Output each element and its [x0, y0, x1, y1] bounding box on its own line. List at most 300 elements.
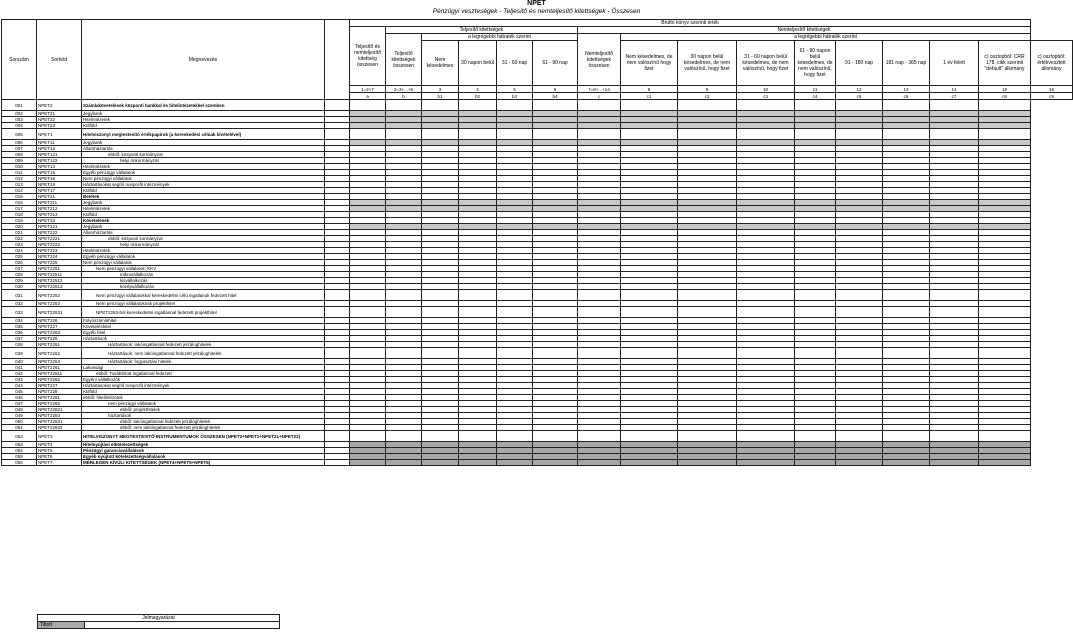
row-serial: 033: [2, 307, 37, 318]
header-sum: 10: [737, 86, 795, 93]
value-cell: [533, 431, 578, 442]
value-cell: [621, 129, 678, 140]
table-row: [2, 348, 1073, 359]
header-row: [2, 20, 1073, 27]
header-col-c9: c) oszlopból: értékvesztett állomány: [1031, 41, 1073, 86]
row-code: NPET4: [37, 442, 82, 448]
row-code: NPET2222: [37, 242, 82, 248]
value-cell: [883, 129, 930, 140]
value-cell: [883, 100, 930, 111]
row-serial: 035: [2, 324, 37, 330]
value-cell: [979, 129, 1031, 140]
row-code: NPET2252: [37, 290, 82, 301]
row-serial: 009: [2, 158, 37, 164]
row-serial: 008: [2, 152, 37, 158]
row-serial: 014: [2, 188, 37, 194]
header-sum: 15: [979, 86, 1031, 93]
row-serial: 010: [2, 164, 37, 170]
row-serial: 015: [2, 194, 37, 200]
row-code: NPET16: [37, 176, 82, 182]
value-cell: [533, 290, 578, 301]
value-cell: [737, 129, 795, 140]
row-serial: 032: [2, 301, 37, 307]
header-sum: 16: [1031, 86, 1073, 93]
row-name: háztartások: [82, 413, 325, 419]
row-serial: 034: [2, 318, 37, 324]
value-cell: [836, 307, 883, 318]
header-performing-late: a legrégebbi hátralék szerint: [422, 34, 578, 41]
row-code: NPET17: [37, 188, 82, 194]
header-sum: 3: [422, 86, 459, 93]
row-serial: 027: [2, 266, 37, 272]
header-gross-value: Bruttó könyv szerinti érték: [350, 20, 1031, 27]
value-cell: [497, 348, 533, 359]
table-row: [2, 100, 1073, 111]
header-col-c: Nemteljesítő kitettségek összesen: [578, 34, 621, 86]
header-letter: b2: [459, 93, 497, 100]
row-name: kisvállalkozás: [82, 278, 325, 284]
row-name: Betétek: [82, 194, 325, 200]
row-spacer: [325, 129, 350, 140]
legend-empty: [85, 622, 280, 629]
row-serial: 005: [2, 129, 37, 140]
row-code: NPET227: [37, 383, 82, 389]
header-letter: a: [350, 93, 386, 100]
value-cell: [578, 348, 621, 359]
value-cell: [930, 129, 979, 140]
value-cell: [621, 460, 678, 466]
row-serial: 043: [2, 377, 37, 383]
row-serial: 016: [2, 200, 37, 206]
row-code: NPET2281: [37, 395, 82, 401]
value-cell: [533, 100, 578, 111]
value-cell: [459, 307, 497, 318]
value-cell: [350, 307, 386, 318]
row-serial: 024: [2, 248, 37, 254]
row-serial: 044: [2, 383, 37, 389]
header-letter: b1: [422, 93, 459, 100]
row-name: ebből: nem lakóingatlannal fedezett jelzáloghitelek: [82, 425, 325, 431]
row-serial: 040: [2, 359, 37, 365]
row-serial: 018: [2, 212, 37, 218]
value-cell: [386, 290, 422, 301]
row-spacer: [325, 290, 350, 301]
value-cell: [737, 290, 795, 301]
header-col-b4: 61 - 90 nap: [533, 41, 578, 86]
row-serial: 006: [2, 140, 37, 146]
row-name: Hitelintézetek: [82, 117, 325, 123]
header-sum: 9: [678, 86, 737, 93]
value-cell: [459, 460, 497, 466]
row-serial: 055: [2, 454, 37, 460]
row-name: Nem pénzügyi vállalatok: KKV: [82, 266, 325, 272]
row-serial: 004: [2, 123, 37, 129]
row-code: NPET213: [37, 212, 82, 218]
value-cell: [737, 100, 795, 111]
value-cell: [883, 290, 930, 301]
table-row: [2, 460, 1073, 466]
row-serial: 003: [2, 117, 37, 123]
row-serial: 052: [2, 431, 37, 442]
header-performing: Teljesítő kitettségek: [386, 27, 578, 34]
row-serial: 017: [2, 206, 37, 212]
row-code: NPET6: [37, 454, 82, 460]
row-spacer: [325, 307, 350, 318]
row-code: NPET2: [37, 100, 82, 111]
header-col-c1: Nem késedelmes, de nem valószínű hogy fizet: [621, 41, 678, 86]
row-code: NPET2251: [37, 266, 82, 272]
header-letter: c6: [883, 93, 930, 100]
value-cell: [930, 290, 979, 301]
value-cell: [497, 129, 533, 140]
row-code: NPET23: [37, 123, 82, 129]
row-name: Külföld: [82, 212, 325, 218]
header-col-c7: 1 év felett: [930, 41, 979, 86]
value-cell: [533, 460, 578, 466]
row-serial: 011: [2, 170, 37, 176]
legend-title: Jelmagyarázat: [38, 615, 280, 622]
row-serial: 026: [2, 260, 37, 266]
row-serial: 047: [2, 401, 37, 407]
value-cell: [795, 100, 836, 111]
row-serial: 020: [2, 224, 37, 230]
header-spacer: [325, 20, 350, 100]
value-cell: [836, 100, 883, 111]
row-code: NPET2282: [37, 401, 82, 407]
row-code: NPET11: [37, 140, 82, 146]
header-col-b: Teljesítő kitettségek összesen: [386, 34, 422, 86]
header-col-c2: 30 napon belül késedelmes, de nem valószínű, hogy fizet: [678, 41, 737, 86]
row-serial: 048: [2, 407, 37, 413]
row-code: NPET2283: [37, 413, 82, 419]
row-code: NPET21: [37, 194, 82, 200]
value-cell: [422, 290, 459, 301]
header-sum: 5: [497, 86, 533, 93]
row-name: Külföld: [82, 123, 325, 129]
row-name: Nem pénzügyi vállalatok: [82, 260, 325, 266]
header-letter: c: [578, 93, 621, 100]
value-cell: [350, 100, 386, 111]
row-code: NPET2262: [37, 377, 82, 383]
row-spacer: [325, 460, 350, 466]
value-cell: [578, 129, 621, 140]
row-code: NPET22611: [37, 371, 82, 377]
value-cell: [979, 348, 1031, 359]
row-name: ebből: lakóingatlannal fedezett jelzáloghitelek: [82, 419, 325, 425]
value-cell: [422, 100, 459, 111]
row-serial: 053: [2, 442, 37, 448]
row-code: NPET21: [37, 111, 82, 117]
row-serial: 049: [2, 413, 37, 419]
header-sum: 12: [836, 86, 883, 93]
header-col-b2: 30 napon belül: [459, 41, 497, 86]
row-serial: 031: [2, 290, 37, 301]
row-name: Külföld: [82, 188, 325, 194]
value-cell: [678, 431, 737, 442]
value-cell: [422, 307, 459, 318]
header-col-c3: 31 - 60 napon belül késedelmes, de nem valószínű, hogy fizet: [737, 41, 795, 86]
legend-item: Tiltott: [40, 622, 53, 628]
row-serial: 046: [2, 395, 37, 401]
value-cell: [386, 348, 422, 359]
header-nonperforming-late: a legrégebbi hátralék szerint: [621, 34, 1031, 41]
header-nonperforming: Nemteljesítő kitettségek: [578, 27, 1031, 34]
value-cell: [836, 460, 883, 466]
row-name: Jegybank: [82, 111, 325, 117]
row-name: MÉRLEGEN KÍVÜLI KITETTSÉGEK (NPET4+NPET5+NPET6): [82, 460, 325, 466]
header-letter: c2: [678, 93, 737, 100]
row-name: Hitelintézetek: [82, 248, 325, 254]
value-cell: [979, 100, 1031, 111]
value-cell: [386, 431, 422, 442]
legend-swatch: [38, 622, 85, 629]
value-cell: [836, 290, 883, 301]
value-cell: [533, 307, 578, 318]
header-sum: 4: [459, 86, 497, 93]
row-name: Háztartások: fogyasztási hitelek: [82, 359, 325, 365]
row-code: NPET12: [37, 146, 82, 152]
row-serial: 022: [2, 236, 37, 242]
value-cell: [737, 460, 795, 466]
row-serial: 001: [2, 100, 37, 111]
row-name: Államháztartás: [82, 230, 325, 236]
header-letter: b: [386, 93, 422, 100]
header-rowcode: Sorkód: [37, 20, 82, 100]
header-sum: 2=3+...+6: [386, 86, 422, 93]
value-cell: [678, 100, 737, 111]
value-cell: [386, 460, 422, 466]
row-serial: 025: [2, 254, 37, 260]
row-code: NPET22: [37, 117, 82, 123]
row-spacer: [325, 431, 350, 442]
row-name: Hitelnyújtási elkötelezettségek: [82, 442, 325, 448]
header-letter: c9: [1031, 93, 1073, 100]
value-cell: [678, 460, 737, 466]
row-code: NPET22821: [37, 407, 82, 413]
row-name: Folyószámlahitel: [82, 318, 325, 324]
value-cell: [533, 348, 578, 359]
row-name: Háztartások: [82, 336, 325, 342]
row-serial: 002: [2, 111, 37, 117]
value-cell: [836, 431, 883, 442]
row-serial: 019: [2, 218, 37, 224]
value-cell: [459, 290, 497, 301]
row-code: NPET22: [37, 218, 82, 224]
report-table: [1, 19, 1073, 466]
value-cell: [578, 431, 621, 442]
header-sum: 11: [795, 86, 836, 93]
row-name: ebből: projekthitelek: [82, 407, 325, 413]
value-cell: [497, 460, 533, 466]
header-letter: c3: [737, 93, 795, 100]
row-serial: 045: [2, 389, 37, 395]
row-code: NPET2261: [37, 342, 82, 348]
row-code: NPET222: [37, 230, 82, 236]
row-name: Számlakövetelések központi bankkal és hitelintézetekkel szemben: [82, 100, 325, 111]
row-name: Egyéb pénzügyi vállalatok: [82, 170, 325, 176]
row-name: Háztartásokat segítő nonprofit intézmények: [82, 182, 325, 188]
row-code: NPET227: [37, 324, 82, 330]
table-row: [2, 129, 1073, 140]
row-name: helyi önkormányzat: [82, 242, 325, 248]
row-code: NPET22511: [37, 272, 82, 278]
value-cell: [459, 100, 497, 111]
row-name: mikrovállalkozás: [82, 272, 325, 278]
header-serial: Sorszám: [2, 20, 37, 100]
row-name: középvállalkozás: [82, 284, 325, 290]
value-cell: [422, 460, 459, 466]
value-cell: [386, 100, 422, 111]
value-cell: [350, 460, 386, 466]
header-letter: b4: [533, 93, 578, 100]
row-code: NPET2261: [37, 365, 82, 371]
row-name: Hitelintézetek: [82, 206, 325, 212]
row-name: NPET2253-ból kereskedelmi ingatlannal fedezett projekthitel: [82, 307, 325, 318]
row-name: Külföld: [82, 389, 325, 395]
row-name: Jegybank: [82, 200, 325, 206]
value-cell: [930, 431, 979, 442]
value-cell: [678, 129, 737, 140]
row-spacer: [325, 348, 350, 359]
row-code: NPET121: [37, 152, 82, 158]
header-letter: c8: [979, 93, 1031, 100]
row-code: NPET122: [37, 158, 82, 164]
row-serial: 021: [2, 230, 37, 236]
row-code: NPET22513: [37, 284, 82, 290]
value-cell: [678, 307, 737, 318]
value-cell: [979, 431, 1031, 442]
row-name: Háztartásokat segítő nonprofit intézmények: [82, 383, 325, 389]
row-name: Egyéb nyújtott kötelezettségvállalások: [82, 454, 325, 460]
value-cell: [497, 431, 533, 442]
value-cell: [497, 307, 533, 318]
row-code: NPET225: [37, 260, 82, 266]
header-col-c6: 181 nap - 365 nap: [883, 41, 930, 86]
row-name: Követelések: [82, 218, 325, 224]
report-code: NPET: [527, 0, 546, 7]
row-name: Egyéni vállalkozók: [82, 377, 325, 383]
value-cell: [350, 348, 386, 359]
row-spacer: [325, 100, 350, 111]
row-serial: 038: [2, 342, 37, 348]
header-letter: c5: [836, 93, 883, 100]
header-sum: 1=2+7: [350, 86, 386, 93]
table-row: [2, 307, 1073, 318]
row-code: NPET226: [37, 336, 82, 342]
row-name: helyi önkormányzat: [82, 158, 325, 164]
value-cell: [737, 348, 795, 359]
row-code: NPET1: [37, 129, 82, 140]
value-cell: [678, 290, 737, 301]
value-cell: [795, 129, 836, 140]
value-cell: [621, 348, 678, 359]
table-row: [2, 431, 1073, 442]
header-col-c8: c) oszlopból: CRR 178. cikk szerinti "default" állomány: [979, 41, 1031, 86]
header-col-b3: 31 - 60 nap: [497, 41, 533, 86]
row-name: Jegybank: [82, 224, 325, 230]
value-cell: [578, 307, 621, 318]
value-cell: [930, 460, 979, 466]
value-cell: [795, 348, 836, 359]
value-cell: [621, 290, 678, 301]
legend: [37, 614, 280, 629]
value-cell: [836, 129, 883, 140]
row-name: Lakossági: [82, 365, 325, 371]
row-serial: 056: [2, 460, 37, 466]
value-cell: [979, 307, 1031, 318]
row-serial: 030: [2, 284, 37, 290]
row-serial: 054: [2, 448, 37, 454]
row-code: NPET3: [37, 431, 82, 442]
value-cell: [883, 460, 930, 466]
row-code: NPET13: [37, 164, 82, 170]
value-cell: [578, 460, 621, 466]
row-code: NPET18: [37, 182, 82, 188]
row-code: NPET226: [37, 318, 82, 324]
value-cell: [678, 348, 737, 359]
header-sum: 6: [533, 86, 578, 93]
row-serial: 051: [2, 425, 37, 431]
value-cell: [497, 100, 533, 111]
row-code: NPET2263: [37, 359, 82, 365]
row-code: NPET5: [37, 448, 82, 454]
header-sum: 7=8+...+14: [578, 86, 621, 93]
value-cell: [979, 290, 1031, 301]
row-name: HITELVISZONYT MEGTESTESÍTŐ INSTRUMENTUMOK ÖSSZESEN (NPET2+NPET1+NPET21+NPET22): [82, 431, 325, 442]
value-cell: [578, 100, 621, 111]
row-code: NPET22831: [37, 419, 82, 425]
value-cell: [979, 460, 1031, 466]
row-name: Államháztartás: [82, 146, 325, 152]
value-cell: [795, 460, 836, 466]
row-serial: 036: [2, 330, 37, 336]
header-col-c4: 61 - 90 napon belül késedelmes, de nem valószínű, hogy fizet: [795, 41, 836, 86]
row-name: Nem pénzügyi vállalatok: [82, 176, 325, 182]
header-sum: 14: [930, 86, 979, 93]
value-cell: [883, 348, 930, 359]
row-name: nem pénzügyi vállalatok: [82, 401, 325, 407]
table-row: [2, 290, 1073, 301]
row-name: ebből: központi kormányzat: [82, 236, 325, 242]
row-code: NPET212: [37, 206, 82, 212]
value-cell: [350, 290, 386, 301]
row-serial: 029: [2, 278, 37, 284]
value-cell: [497, 290, 533, 301]
value-cell: [621, 307, 678, 318]
row-code: NPET2253: [37, 301, 82, 307]
value-cell: [422, 348, 459, 359]
value-cell: [459, 431, 497, 442]
row-code: NPET223: [37, 248, 82, 254]
row-serial: 023: [2, 242, 37, 248]
row-serial: 042: [2, 371, 37, 377]
row-code: NPET228: [37, 389, 82, 395]
row-serial: 050: [2, 419, 37, 425]
header-sum: 13: [883, 86, 930, 93]
value-cell: [930, 100, 979, 111]
header-col-c5: 91 - 180 nap: [836, 41, 883, 86]
row-name: Jegybank: [82, 140, 325, 146]
row-code: NPET2263: [37, 330, 82, 336]
value-cell: [533, 129, 578, 140]
value-cell: [883, 431, 930, 442]
row-name: Hitelviszonyt megtestesítő értékpapírok (a kereskedési célúak kivételével): [82, 129, 325, 140]
value-cell: [459, 348, 497, 359]
header-letter: c7: [930, 93, 979, 100]
value-cell: [836, 348, 883, 359]
row-name: Nem pénzügyi vállalatokkal kereskedelmi célú ingatlanok fedezett hitel: [82, 290, 325, 301]
row-serial: 041: [2, 365, 37, 371]
